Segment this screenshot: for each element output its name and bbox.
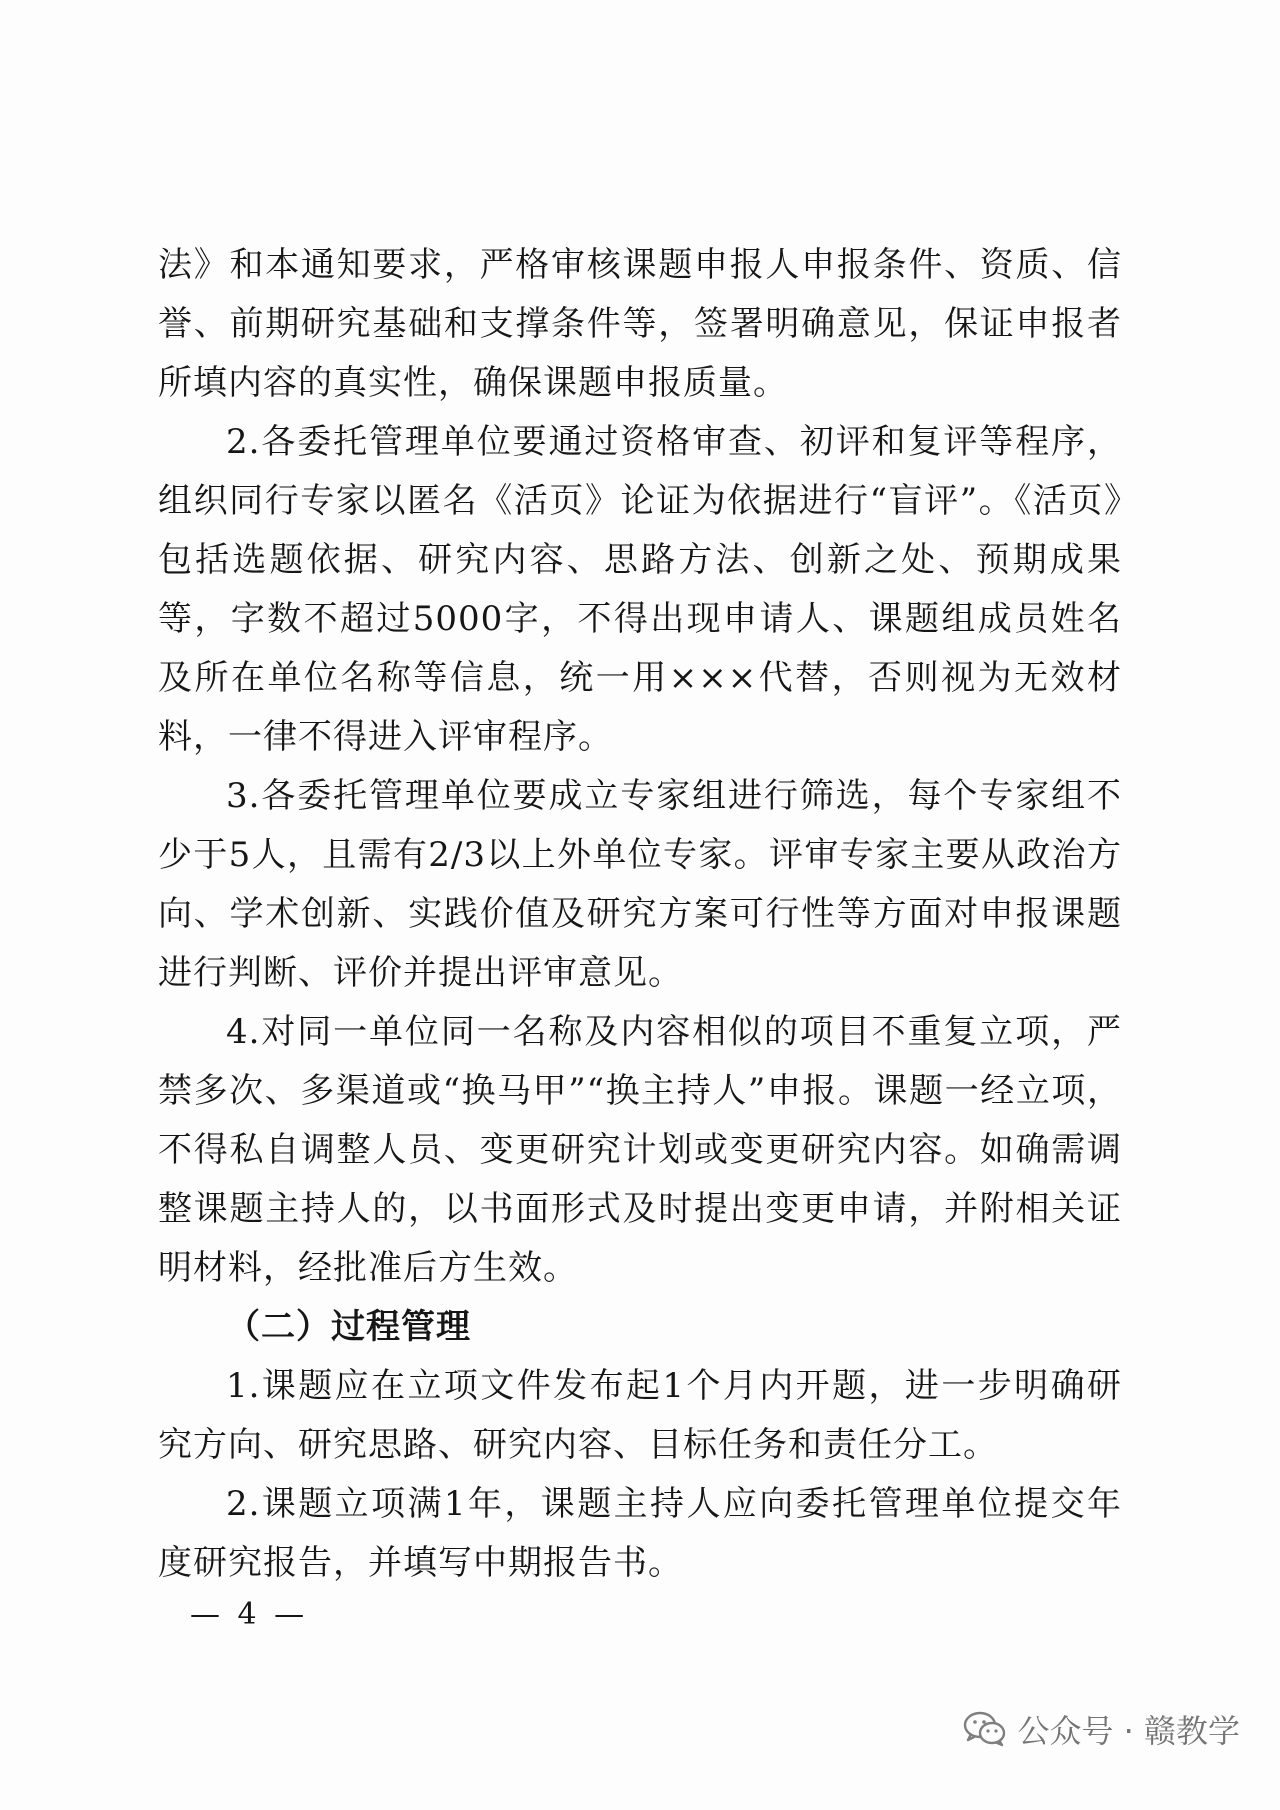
paragraph-item-4: 4.对同一单位同一名称及内容相似的项目不重复立项，严禁多次、多渠道或“换马甲”“换主持人”申报。课题一经立项，不得私自调整人员、变更研究计划或变更研究内容。如确需调整课题主持人的，以书面形式及时提出变更申请，并附相关证明材料，经批准后方生效。 — [158, 1012, 1122, 1288]
section-paragraph-1: 1.课题应在立项文件发布起1个月内开题，进一步明确研究方向、研究思路、研究内容、目标任务和责任分工。 — [158, 1366, 1122, 1465]
paragraph-continuation: 法》和本通知要求，严格审核课题申报人申报条件、资质、信誉、前期研究基础和支撑条件等，签署明确意见，保证申报者所填内容的真实性，确保课题申报质量。 — [158, 245, 1122, 403]
section-paragraph-2: 2.课题立项满1年，课题主持人应向委托管理单位提交年度研究报告，并填写中期报告书。 — [158, 1484, 1122, 1583]
page-number: — 4 — — [190, 1597, 309, 1632]
paragraph-item-3: 3.各委托管理单位要成立专家组进行筛选，每个专家组不少于5人，且需有2/3以上外单位专家。评审专家主要从政治方向、学术创新、实践价值及研究方案可行性等方面对申报课题进行判断、评价并提出评审意见。 — [158, 776, 1122, 993]
watermark — [963, 1706, 1240, 1752]
watermark-text: 公众号 · 赣教学 — [1017, 1712, 1240, 1750]
paragraph-item-2: 2.各委托管理单位要通过资格审查、初评和复评等程序，组织同行专家以匿名《活页》论证为依据进行“盲评”。《活页》包括选题依据、研究内容、思路方法、创新之处、预期成果等，字数不超过5000字，不得出现申请人、课题组成员姓名及所在单位名称等信息，统一用×××代替，否则视为无效材料，一律不得进入评审程序。 — [158, 422, 1122, 757]
section-heading: （二）过程管理 — [226, 1307, 471, 1347]
wechat-icon — [963, 1709, 1007, 1749]
document-body — [158, 236, 1122, 1593]
